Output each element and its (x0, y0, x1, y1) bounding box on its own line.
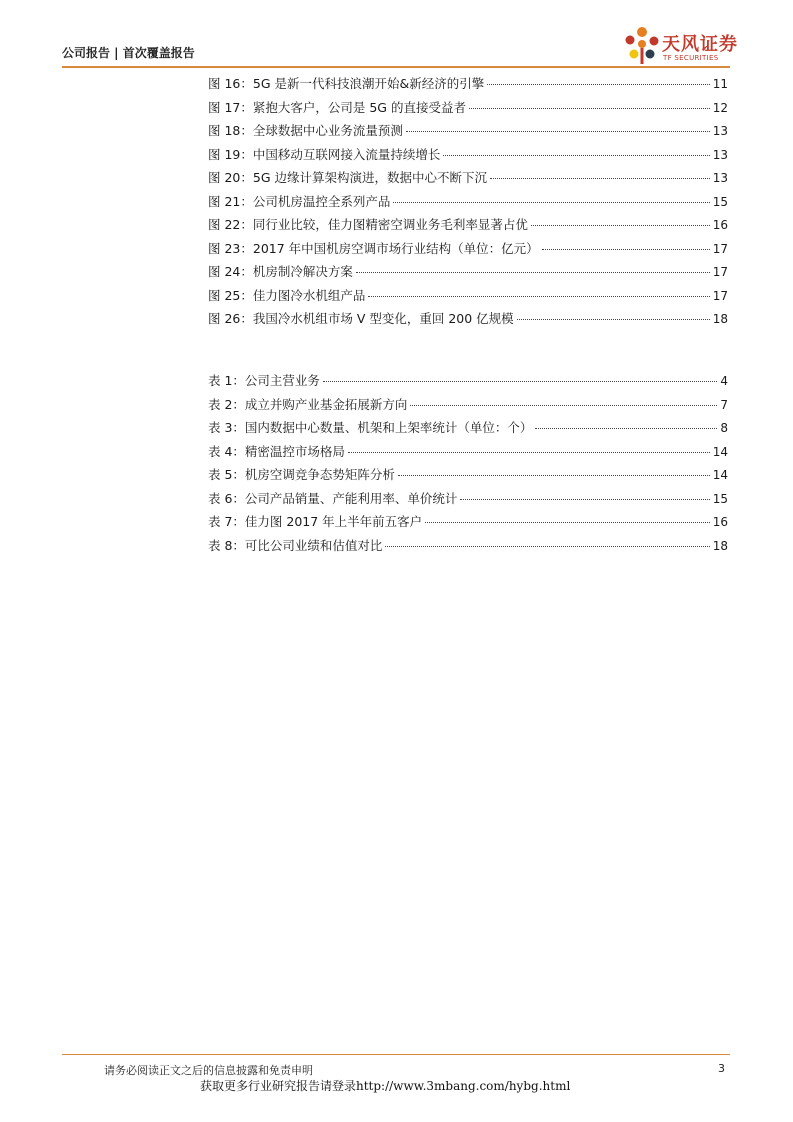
header-report-type: 公司报告 | 首次覆盖报告 (62, 46, 195, 60)
figure-entry[interactable] (208, 168, 728, 192)
table-title: 表 3：国内数据中心数量、机架和上架率统计（单位：个） (208, 420, 533, 435)
leader-dots (469, 108, 710, 109)
figure-title: 图 19：中国移动互联网接入流量持续增长 (208, 146, 441, 162)
table-title: 表 4：精密温控市场格局 (208, 443, 345, 459)
leader-dots (531, 225, 710, 226)
table-page: 14 (712, 468, 728, 482)
figure-page: 13 (712, 124, 728, 138)
table-entry[interactable] (208, 442, 728, 466)
figure-index-list (208, 74, 728, 333)
table-entry[interactable] (208, 465, 728, 489)
logo-subtitle: TF SECURITIES (663, 54, 719, 62)
footer-disclaimer: 请务必阅读正文之后的信息披露和免责申明 (104, 1064, 313, 1077)
figure-entry[interactable] (208, 286, 728, 310)
figure-entry[interactable] (208, 121, 728, 145)
table-entry[interactable] (208, 512, 728, 536)
figure-title: 图 17：紧抱大客户，公司是 5G 的直接受益者 (208, 99, 466, 115)
figure-title: 图 22：同行业比较，佳力图精密空调业务毛利率显著占优 (208, 217, 528, 232)
table-page: 7 (720, 397, 728, 412)
table-entry[interactable] (208, 489, 728, 513)
table-entry[interactable] (208, 536, 728, 560)
table-page: 18 (712, 538, 728, 553)
figure-page: 15 (712, 194, 728, 209)
footer-report-link[interactable]: 获取更多行业研究报告请登录http://www.3mbang.com/hybg.html (200, 1079, 571, 1093)
figure-page: 11 (712, 77, 728, 91)
figure-entry[interactable] (208, 98, 728, 122)
leader-dots (406, 131, 710, 132)
figure-title: 图 21：公司机房温控全系列产品 (208, 193, 391, 209)
table-entry[interactable] (208, 371, 728, 395)
figure-title: 图 18：全球数据中心业务流量预测 (208, 123, 403, 138)
figure-title: 图 16：5G 是新一代科技浪潮开始&新经济的引擎 (208, 76, 485, 91)
table-entry[interactable] (208, 418, 728, 442)
table-page: 16 (712, 515, 728, 529)
leader-dots (542, 249, 710, 250)
leader-dots (368, 296, 709, 297)
table-title: 表 8：可比公司业绩和估值对比 (208, 537, 383, 553)
footer-divider (62, 1054, 730, 1055)
table-index-list (208, 371, 728, 559)
table-title: 表 1：公司主营业务 (208, 373, 320, 388)
leader-dots (323, 381, 717, 382)
figure-title: 图 26：我国冷水机组市场 V 型变化，重回 200 亿规模 (208, 311, 514, 326)
table-entry[interactable] (208, 395, 728, 419)
figure-page: 17 (712, 265, 728, 279)
figure-title: 图 20：5G 边缘计算架构演进，数据中心不断下沉 (208, 170, 487, 185)
figure-page: 17 (712, 241, 728, 256)
table-page: 4 (720, 374, 728, 388)
header-divider (62, 66, 730, 68)
table-title: 表 6：公司产品销量、产能利用率、单价统计 (208, 490, 458, 506)
table-title: 表 2：成立并购产业基金拓展新方向 (208, 396, 408, 412)
figure-entry[interactable] (208, 215, 728, 239)
leader-dots (487, 84, 709, 85)
leader-dots (517, 319, 710, 320)
figure-entry[interactable] (208, 145, 728, 169)
leader-dots (348, 452, 710, 453)
figure-page: 16 (712, 218, 728, 232)
table-title: 表 7：佳力图 2017 年上半年前五客户 (208, 514, 423, 529)
figure-entry[interactable] (208, 239, 728, 263)
table-page: 8 (720, 421, 728, 435)
figure-entry[interactable] (208, 262, 728, 286)
figure-entry[interactable] (208, 74, 728, 98)
logo-name: 天风证券 (662, 34, 738, 55)
figure-page: 13 (712, 171, 728, 185)
figure-page: 12 (712, 100, 728, 115)
figure-entry[interactable] (208, 192, 728, 216)
page-number: 3 (718, 1062, 725, 1075)
table-page: 14 (712, 444, 728, 459)
figure-title: 图 25：佳力图冷水机组产品 (208, 287, 366, 303)
leader-dots (393, 202, 709, 203)
figure-title: 图 24：机房制冷解决方案 (208, 264, 353, 279)
figure-title: 图 23：2017 年中国机房空调市场行业结构（单位：亿元） (208, 240, 539, 256)
table-page: 15 (712, 491, 728, 506)
leader-dots (535, 428, 717, 429)
leader-dots (398, 475, 710, 476)
figure-page: 13 (712, 147, 728, 162)
figure-entry[interactable] (208, 309, 728, 333)
leader-dots (460, 499, 709, 500)
leader-dots (385, 546, 709, 547)
leader-dots (425, 522, 710, 523)
leader-dots (443, 155, 709, 156)
leader-dots (356, 272, 710, 273)
table-title: 表 5：机房空调竞争态势矩阵分析 (208, 467, 395, 482)
company-logo (622, 24, 738, 68)
figure-page: 17 (712, 288, 728, 303)
leader-dots (410, 405, 717, 406)
leader-dots (490, 178, 710, 179)
logo-flower-icon (622, 24, 662, 68)
figure-page: 18 (712, 312, 728, 326)
